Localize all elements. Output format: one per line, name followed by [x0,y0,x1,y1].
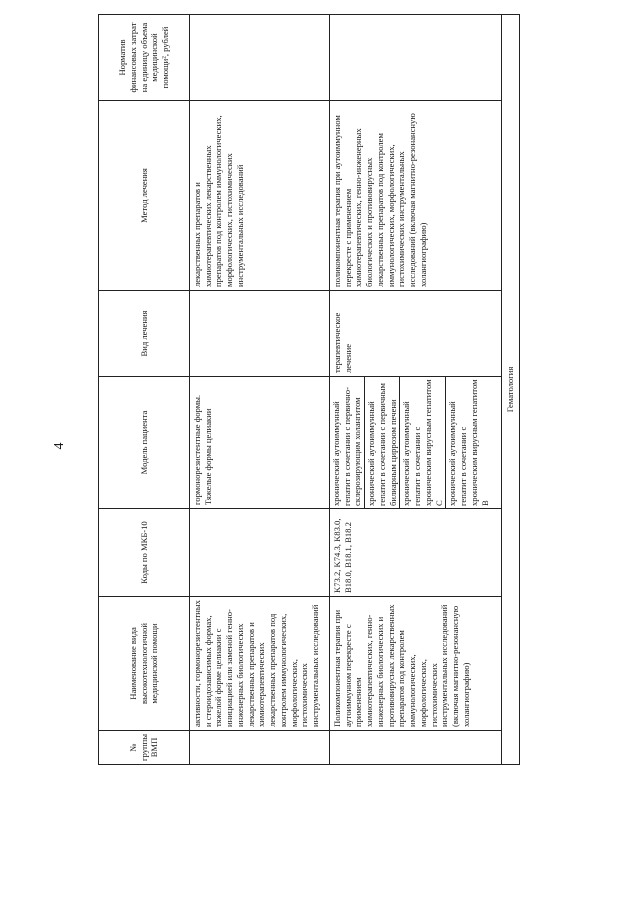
row2-cost [330,15,502,101]
list-item: хронический аутоиммунный гепатит в сочетании с первичным билиарным циррозом печени [365,377,400,508]
list-item: хронический аутоиммунный гепатит в сочетании с хроническим вирусным гепатитом C [400,377,446,508]
row1-number [190,731,330,765]
row2-codes: K73.2, K74.3, K83.0, B18.0, B18.1, B18.2 [330,509,502,597]
section-title: Гематология [502,15,520,765]
header-patient-model: Модель пациента [99,377,190,509]
header-vmp-name: Наименование вида высокотехнологичной медицинской помощи [99,597,190,731]
header-icd-codes: Коды по МКБ-10 [99,509,190,597]
list-item: хронический аутоиммунный гепатит в сочетании с первично-склерозирующим холангитом [330,377,365,508]
row2-method: поликомпонентная терапия при аутоиммунном перекресте с применением химиотерапевтических, генно-инженерных биологических и противовирусных лекарственных препаратов под контролем иммунологических, морфологических, гистохимических инструментальных исследований (включая магнитно-резонансную холангиографию) [330,101,502,291]
page-number: 4 [52,442,67,450]
row1-method: лекарственных препаратов и химиотерапевтических лекарственных препаратов под контролем иммунологических, морфологических, гистохимических инструментальных исследований [190,101,330,291]
patient-models-list [330,377,491,508]
row1-patient-model: гормонорезистентные формы. Тяжелые формы целиакии [190,377,330,509]
row2-vmp-name: Поликомпонентная терапия при аутоиммунном перекресте с применением химиотерапевтических, генно-инженерных биологических и противовирусных лекарственных препаратов под контролем иммунологических, морфологических, гистохимических инструментальных исследований (включая магнитно-резонансную холангиографию) [330,597,502,731]
row1-codes [190,509,330,597]
header-treatment-type: Вид лечения [99,291,190,377]
section-row [502,15,520,765]
rotated-table-container [98,15,518,765]
list-item: хронический аутоиммунный гепатит в сочетании с хроническим вирусным гепатитом B [447,379,490,506]
table-row [330,15,502,765]
header-cost-standard: Норматив финансовых затрат на единицу объема медицинской помощи², рублей [99,15,190,101]
table-row [190,15,330,765]
rotated-page-frame [98,15,518,765]
vmp-table [98,14,520,765]
header-treatment-method: Метод лечения [99,101,190,291]
row2-treatment-type: терапевтическое лечение [330,291,502,377]
row1-treatment-type [190,291,330,377]
row2-number [330,731,502,765]
row1-cost [190,15,330,101]
header-row [99,15,190,765]
row2-patient-models [330,377,502,509]
header-group-number: № группы ВМП [99,731,190,765]
row1-vmp-name: активности, гормонорезистентных и стероидозависимых формах, тяжелой форме целиакии с инициацией или заменой генно-инженерных биологических лекарственных препаратов и химиотерапевтических лекарственных препаратов под контролем иммунологических, морфологических, гистохимических инструментальных исследований [190,597,330,731]
